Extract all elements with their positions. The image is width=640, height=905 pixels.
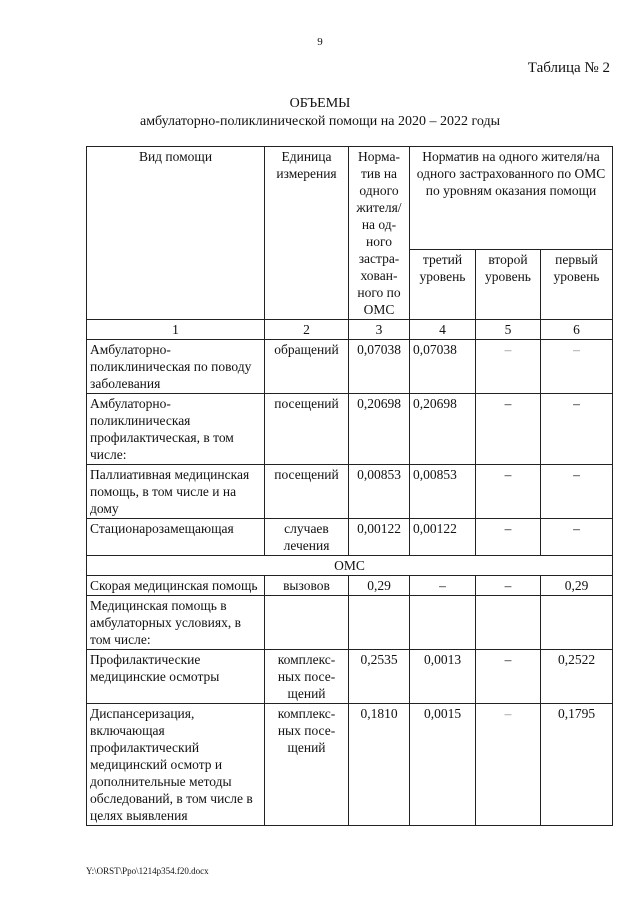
cell-norm: 0,29 (349, 576, 410, 596)
section-row (87, 556, 613, 576)
cell-level2: – (476, 650, 541, 704)
cell-unit: посещений (265, 465, 349, 519)
table-row (87, 596, 613, 650)
cell-level3: 0,00122 (410, 519, 476, 556)
cell-norm: 0,00122 (349, 519, 410, 556)
cell-level1: – (541, 465, 613, 519)
header-kind: Вид помощи (87, 147, 265, 320)
cell-level2: – (476, 394, 541, 465)
cell-level1: – (541, 340, 613, 394)
cell-unit: комплекс-ных посе-щений (265, 704, 349, 826)
cell-level1: – (541, 394, 613, 465)
document-title: ОБЪЕМЫ (289, 96, 351, 111)
column-number: 3 (349, 320, 410, 340)
cell-level2 (476, 596, 541, 650)
cell-level1: 0,1795 (541, 704, 613, 826)
cell-norm: 0,2535 (349, 650, 410, 704)
column-number: 6 (541, 320, 613, 340)
cell-kind: Профилактические медицинские осмотры (87, 650, 265, 704)
table-row (87, 704, 613, 826)
column-number: 2 (265, 320, 349, 340)
cell-kind: Скорая медицинская помощь (87, 576, 265, 596)
table-row (87, 394, 613, 465)
cell-level3: 0,07038 (410, 340, 476, 394)
column-number: 4 (410, 320, 476, 340)
cell-norm: 0,1810 (349, 704, 410, 826)
table-row (87, 650, 613, 704)
header-norm: Норма-тив на одного жителя/ на од-ного застра-хован-ного по ОМС (349, 147, 410, 320)
cell-kind: Диспансеризация, включающая профилактический медицинский осмотр и дополнительные методы обследований, в том числе в целях выявления (87, 704, 265, 826)
cell-level3: 0,20698 (410, 394, 476, 465)
cell-level3: 0,00853 (410, 465, 476, 519)
cell-kind: Амбулаторно-поликлиническая профилактическая, в том числе: (87, 394, 265, 465)
cell-kind: Паллиативная медицинская помощь, в том числе и на дому (87, 465, 265, 519)
cell-level1: 0,2522 (541, 650, 613, 704)
cell-level3: – (410, 576, 476, 596)
header-norm-levels: Норматив на одного жителя/на одного застрахованного по ОМС по уровням оказания помощи (410, 147, 613, 250)
table-label: Таблица № 2 (527, 60, 610, 76)
cell-level3: 0,0015 (410, 704, 476, 826)
cell-level1: 0,29 (541, 576, 613, 596)
cell-level3: 0,0013 (410, 650, 476, 704)
document-subtitle: амбулаторно-поликлинической помощи на 2020 – 2022 годы (139, 114, 500, 129)
cell-unit: комплекс-ных посе-щений (265, 650, 349, 704)
cell-unit: вызовов (265, 576, 349, 596)
header-level1: первый уровень (541, 249, 613, 319)
cell-level1: – (541, 519, 613, 556)
table-row (87, 340, 613, 394)
header-unit: Единица измерения (265, 147, 349, 320)
cell-norm: 0,00853 (349, 465, 410, 519)
cell-level3 (410, 596, 476, 650)
cell-level2: – (476, 465, 541, 519)
cell-kind: Стационарозамещающая (87, 519, 265, 556)
cell-unit (265, 596, 349, 650)
cell-level2: – (476, 704, 541, 826)
column-number: 5 (476, 320, 541, 340)
cell-unit: посещений (265, 394, 349, 465)
page-number: 9 (317, 36, 323, 48)
column-number: 1 (87, 320, 265, 340)
cell-level2: – (476, 340, 541, 394)
section-oms-heading: ОМС (87, 556, 613, 576)
cell-kind: Амбулаторно-поликлиническая по поводу заболевания (87, 340, 265, 394)
header-row-1 (87, 147, 613, 250)
header-level2: второй уровень (476, 249, 541, 319)
cell-kind: Медицинская помощь в амбулаторных условиях, в том числе: (87, 596, 265, 650)
cell-norm (349, 596, 410, 650)
cell-unit: случаев лечения (265, 519, 349, 556)
footer-file-path: Y:\ORST\Ppo\1214p354.f20.docx (86, 866, 209, 876)
volumes-table (86, 146, 613, 826)
cell-level2: – (476, 576, 541, 596)
cell-norm: 0,07038 (349, 340, 410, 394)
table-row (87, 519, 613, 556)
cell-level2: – (476, 519, 541, 556)
cell-unit: обращений (265, 340, 349, 394)
column-number-row (87, 320, 613, 340)
header-level3: третий уровень (410, 249, 476, 319)
cell-level1 (541, 596, 613, 650)
table-row (87, 576, 613, 596)
table-row (87, 465, 613, 519)
cell-norm: 0,20698 (349, 394, 410, 465)
